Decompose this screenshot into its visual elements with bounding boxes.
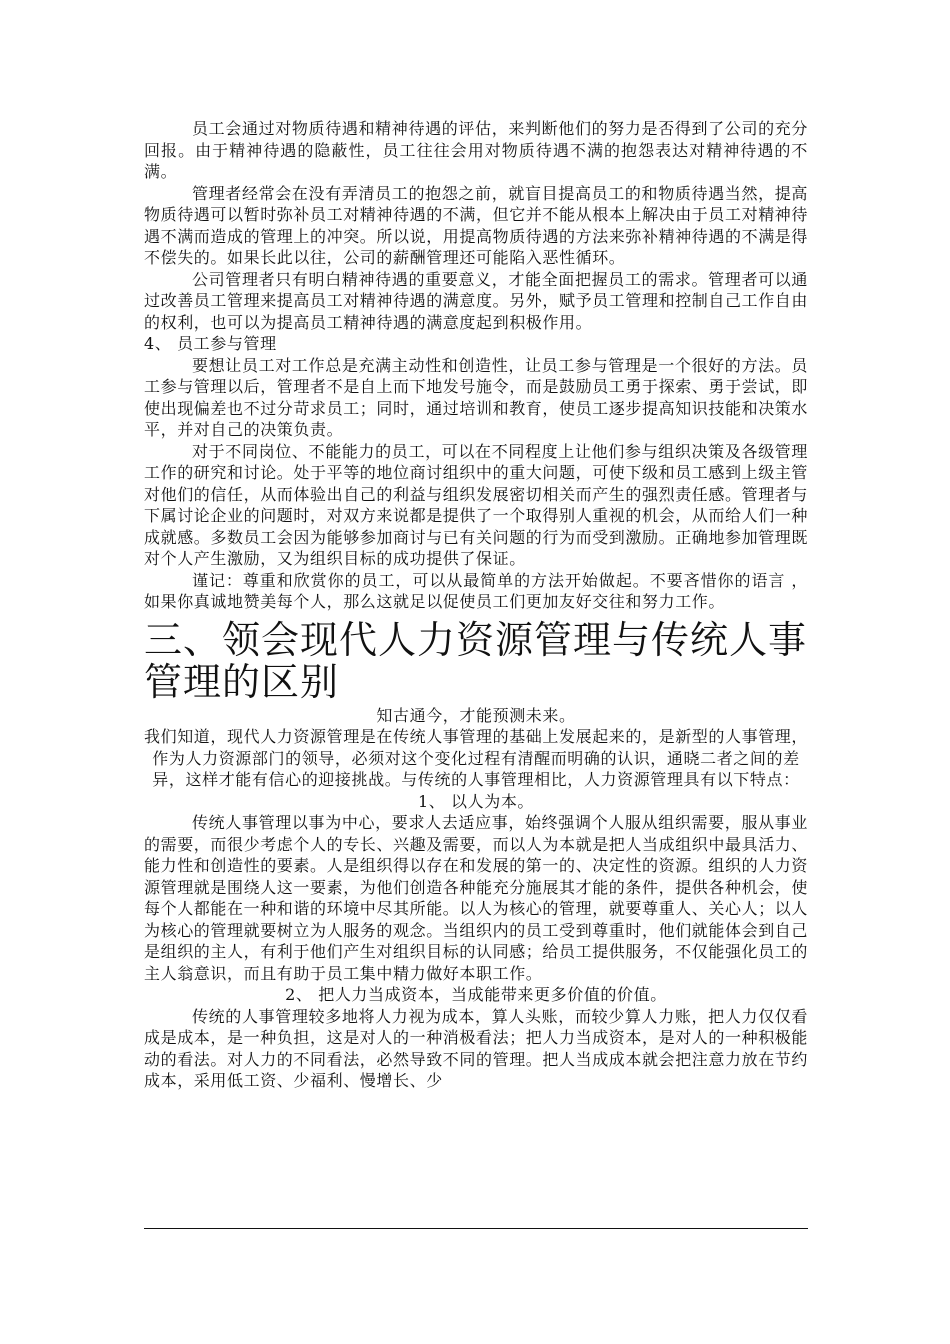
paragraph: 传统的人事管理较多地将人力视为成本，算人头账，而较少算人力账，把人力仅仅看成是成本，是一种负担，这是对人的一种消极看法；把人力当成资本，是对人的一种积极能动的看法。对人力的不同看法，必然导致不同的管理。把人当成成本就会把注意力放在节约成本，采用低工资、少福利、慢增长、少	[144, 1006, 809, 1090]
document-page	[144, 118, 808, 1092]
intro-paragraph: 我们知道，现代人力资源管理是在传统人事管理的基础上发展起来的，是新型的人事管理，作为人力资源部门的领导，必须对这个变化过程有清醒而明确的认识，通晓二者之间的差异，这样才能有信心的迎接挑战。与传统的人事管理相比，人力资源管理具有以下特点：	[144, 727, 809, 789]
chapter-title: 三、领会现代人力资源管理与传统人事管理的区别	[144, 617, 808, 704]
motto: 知古通今，才能预测未来。	[376, 705, 576, 725]
section-heading-4: 4、 员工参与管理	[144, 334, 277, 353]
paragraph: 谨记：尊重和欣赏你的员工，可以从最简单的方法开始做起。不要吝惜你的语言 ，如果你真诚地赞美每个人，那么这就足以促使员工们更加友好交往和努力工作。	[144, 570, 808, 611]
paragraph: 管理者经常会在没有弄清员工的抱怨之前，就盲目提高员工的和物质待遇当然，提高物质待遇可以暂时弥补员工对精神待遇的不满，但它并不能从根本上解决由于员工对精神待遇不满而造成的管理上的冲突。所以说，用提高物质待遇的方法来弥补精神待遇的不满是得不偿失的。如果长此以往，公司的薪酬管理还可能陷入恶性循环。	[144, 183, 809, 267]
paragraph: 员工会通过对物质待遇和精神待遇的评估，来判断他们的努力是否得到了公司的充分回报。由于精神待遇的隐蔽性，员工往往会用对物质待遇不满的抱怨表达对精神待遇的不满。	[144, 119, 808, 181]
paragraph: 对于不同岗位、不能能力的员工，可以在不同程度上让他们参与组织决策及各级管理工作的研究和讨论。处于平等的地位商讨组织中的重大问题，可使下级和员工感到上级主管对他们的信任，从而体验出自己的利益与组织发展密切相关而产生的强烈责任感。管理者与下属讨论企业的问题时，对双方来说都是提供了一个取得别人重视的机会，从而给人们一种成就感。多数员工会因为能够参加商讨与已有关问题的行为而受到激励。正确地参加管理既对个人产生激励，又为组织目标的成功提供了保证。	[144, 441, 809, 568]
point-heading-2: 2、 把人力当成资本，当成能带来更多价值的价值。	[285, 985, 667, 1004]
paragraph: 公司管理者只有明白精神待遇的重要意义，才能全面把握员工的需求。管理者可以通过改善员工管理来提高员工对精神待遇的满意度。另外，赋予员工管理和控制自己工作自由的权利，也可以为提高员工精神待遇的满意度起到积极作用。	[144, 269, 809, 332]
point-heading-1: 1、 以人为本。	[417, 791, 535, 811]
page-bottom-rule	[144, 1228, 808, 1229]
paragraph: 要想让员工对工作总是充满主动性和创造性，让员工参与管理是一个很好的方法。员工参与管理以后，管理者不是自上而下地发号施令，而是鼓励员工勇于探索、勇于尝试，即使出现偏差也不过分苛求员工；同时，通过培训和教育，使员工逐步提高知识技能和决策水平，并对自己的决策负责。	[144, 355, 809, 439]
paragraph: 传统人事管理以事为中心，要求人去适应事，始终强调个人服从组织需要，服从事业的需要，而很少考虑个人的专长、兴趣及需要，而以人为本就是把人当成组织中最具活力、能力性和创造性的要素。人是组织得以存在和发展的第一的、决定性的资源。组织的人力资源管理就是围绕人这一要素，为他们创造各种能充分施展其才能的条件，提供各种机会，使每个人都能在一种和谐的环境中尽其所能。以人为核心的管理，就要尊重人、关心人；以人为核心的管理就要树立为人服务的观念。当组织内的员工受到尊重时，他们就能体会到自己是组织的主人，有利于他们产生对组织目标的认同感；给员工提供服务，不仅能强化员工的主人翁意识，而且有助于员工集中精力做好本职工作。	[144, 813, 809, 983]
